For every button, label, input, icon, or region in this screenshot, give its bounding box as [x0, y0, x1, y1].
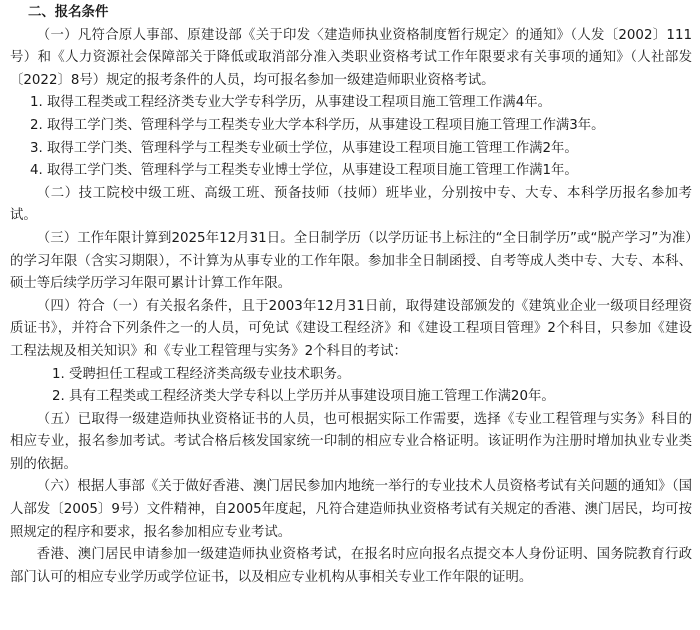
list-item: 1. 取得工程类或工程经济类专业大学专科学历，从事建设工程项目施工管理工作满4年。 — [30, 95, 552, 111]
paragraph-condition-2: （二）技工院校中级工班、高级工班、预备技师（技师）班毕业，分别按中专、大专、本科学历报名参加考试。 — [10, 185, 692, 224]
list-item: 4. 取得工学门类、管理科学与工程类专业博士学位，从事建设工程项目施工管理工作满1年。 — [30, 163, 578, 179]
paragraph-condition-5: （五）已取得一级建造师执业资格证书的人员，也可根据实际工作需要，选择《专业工程管理与实务》科目的相应专业，报名参加考试。考试合格后核发国家统一印制的相应专业合格证明。该证明作为注册时增加执业专业类别的依据。 — [10, 411, 692, 472]
list-item: 2. 具有工程类或工程经济类大学专科以上学历并从事建设项目施工管理工作满20年。 — [52, 389, 555, 405]
list-item: 1. 受聘担任工程或工程经济类高级专业技术职务。 — [52, 366, 351, 382]
section-heading: 二、报名条件 — [28, 5, 109, 20]
list-item: 3. 取得工学门类、管理科学与工程类专业硕士学位，从事建设工程项目施工管理工作满2年。 — [30, 140, 578, 156]
paragraph-condition-6: （六）根据人事部《关于做好香港、澳门居民参加内地统一举行的专业技术人员资格考试有关问题的通知》（国人部发〔2005〕9号）文件精神，自2005年度起，凡符合建造师执业资格考试有关规定的香港、澳门居民，均可按照规定的程序和要求，报名参加相应专业考试。 — [10, 479, 692, 540]
paragraph-condition-4: （四）符合（一）有关报名条件，且于2003年12月31日前，取得建设部颁发的《建筑业企业一级项目经理资质证书》，并符合下列条件之一的人员，可免试《建设工程经济》和《建设工程项目管理》2个科目，只参加《建设工程法规及相关知识》和《专业工程管理与实务》2个科目的考试： — [10, 298, 692, 359]
paragraph-condition-1: （一）凡符合原人事部、原建设部《关于印发〈建造师执业资格制度暂行规定〉的通知》（人发〔2002〕111号）和《人力资源社会保障部关于降低或取消部分准入类职业资格考试工作年限要求有关事项的通知》（人社部发〔2022〕8号）规定的报考条件的人员，均可报名参加一级建造师职业资格考试。 — [10, 27, 692, 88]
list-item: 2. 取得工学门类、管理科学与工程类专业大学本科学历，从事建设工程项目施工管理工作满3年。 — [30, 117, 605, 133]
paragraph-condition-3: （三）工作年限计算到2025年12月31日。全日制学历（以学历证书上标注的“全日制学历”或“脱产学习”为准）的学习年限（含实习期限），不计算为从事专业的工作年限。参加非全日制函授、自考等成人类中专、大专、本科、硕士等后续学历学习年限可累计计算工作年限。 — [10, 230, 692, 292]
paragraph-hk-macao: 香港、澳门居民申请参加一级建造师执业资格考试，在报名时应向报名点提交本人身份证明、国务院教育行政部门认可的相应专业学历或学位证书，以及相应专业机构从事相关专业工作年限的证明。 — [10, 547, 692, 585]
